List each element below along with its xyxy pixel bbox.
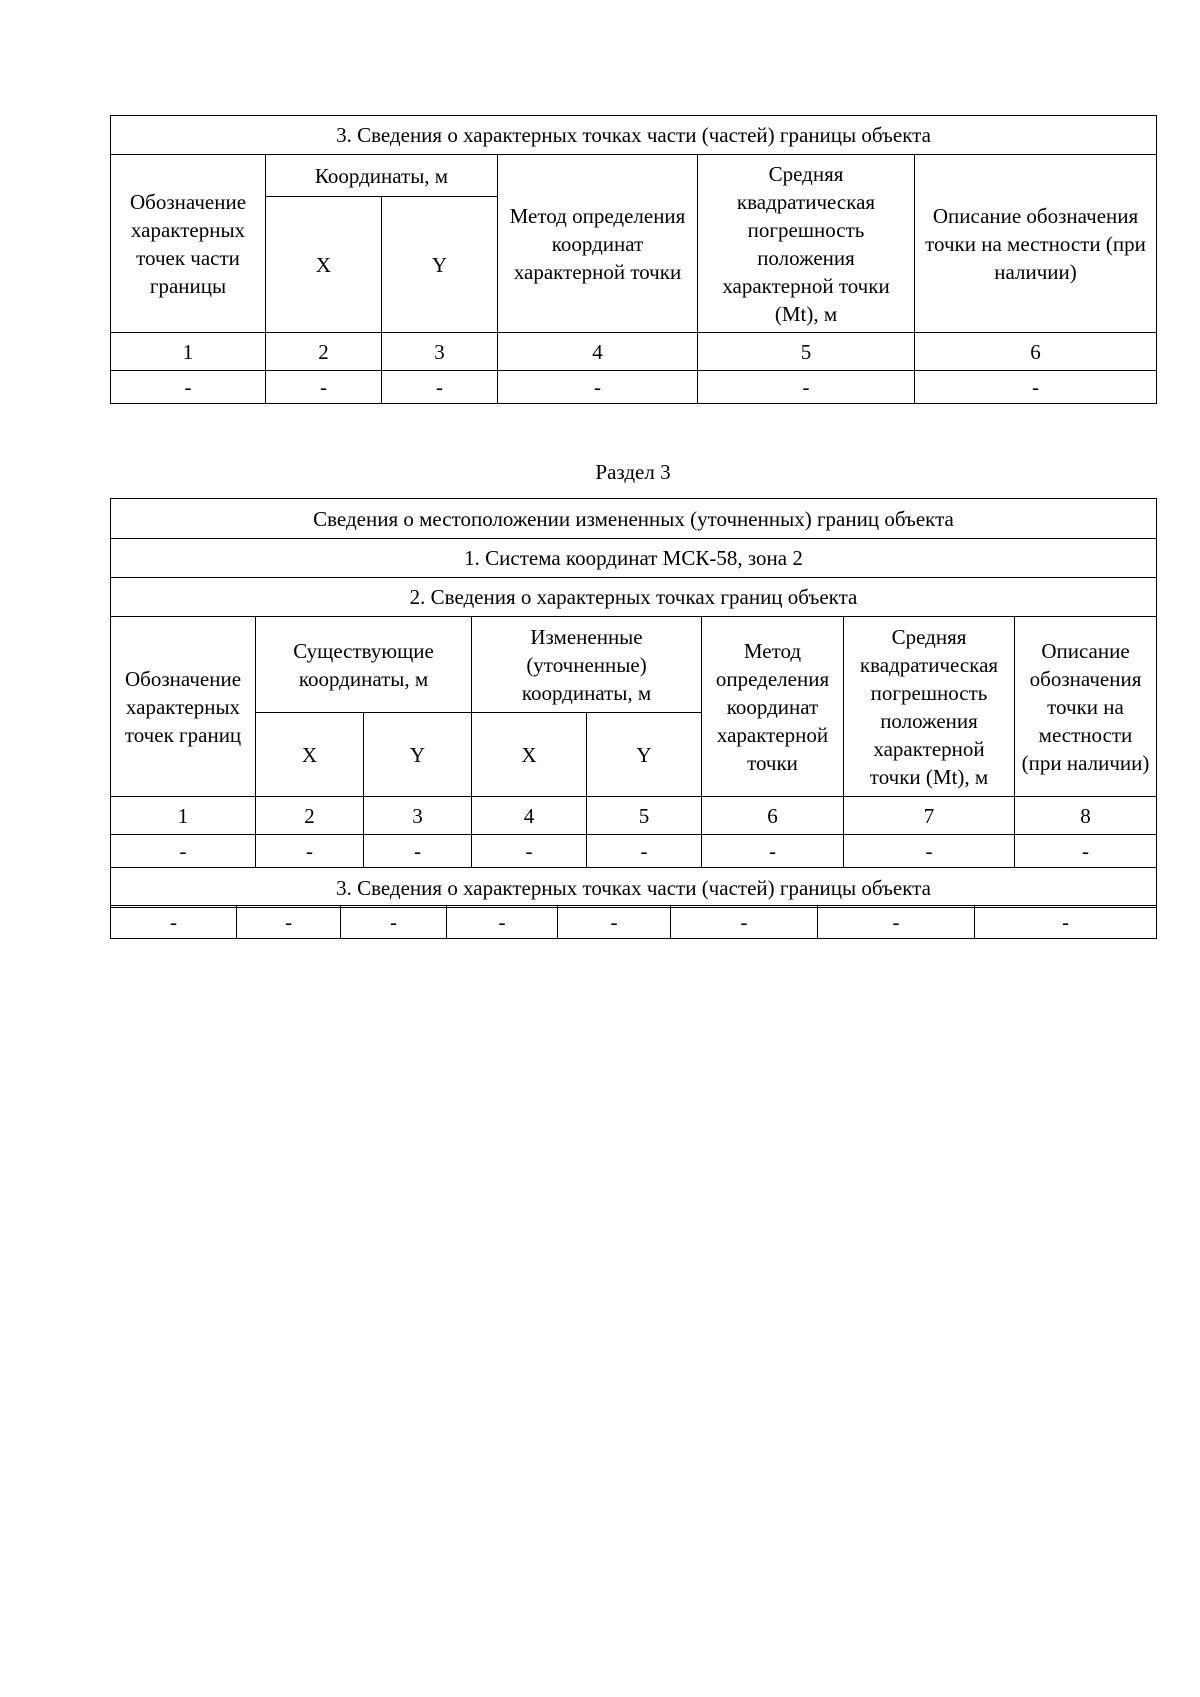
table-changed-boundaries <box>110 498 1157 908</box>
table-cell: - <box>975 906 1157 939</box>
table-part-boundary-points <box>110 115 1157 404</box>
header-designation: Обозначение характерных точек границ <box>111 617 256 797</box>
table-cell: - <box>671 906 818 939</box>
table-cell: - <box>702 835 844 868</box>
table-cell: - <box>1015 835 1157 868</box>
column-number: 7 <box>844 797 1015 835</box>
column-number: 5 <box>698 333 915 371</box>
column-number: 3 <box>364 797 472 835</box>
header-x: X <box>472 713 587 797</box>
parts-title: 3. Сведения о характерных точках части (частей) границы объекта <box>111 868 1157 908</box>
table-cell: - <box>364 835 472 868</box>
header-changed-coordinates: Измененные (уточненные) координаты, м <box>472 617 702 713</box>
table-cell: - <box>341 906 447 939</box>
header-method: Метод определения координат характерной точки <box>702 617 844 797</box>
column-number: 6 <box>915 333 1157 371</box>
table-cell: - <box>111 371 266 404</box>
column-number: 5 <box>587 797 702 835</box>
table-cell: - <box>844 835 1015 868</box>
table-cell: - <box>498 371 698 404</box>
header-y: Y <box>587 713 702 797</box>
table-cell: - <box>818 906 975 939</box>
header-coordinates: Координаты, м <box>266 155 498 197</box>
table-cell: - <box>111 906 237 939</box>
table-cell: - <box>558 906 671 939</box>
table-cell: - <box>111 835 256 868</box>
coordinate-system: 1. Система координат МСК-58, зона 2 <box>111 539 1157 578</box>
column-number: 1 <box>111 333 266 371</box>
column-number: 4 <box>498 333 698 371</box>
header-designation: Обозначение характерных точек части границы <box>111 155 266 333</box>
table-row <box>111 835 1157 868</box>
table-title: Сведения о местоположении измененных (уточненных) границ объекта <box>111 499 1157 539</box>
table-title: 3. Сведения о характерных точках части (частей) границы объекта <box>111 116 1157 155</box>
table-cell: - <box>915 371 1157 404</box>
column-number: 4 <box>472 797 587 835</box>
column-number: 3 <box>382 333 498 371</box>
table-parts-row <box>110 905 1157 939</box>
table-cell: - <box>256 835 364 868</box>
column-number: 6 <box>702 797 844 835</box>
header-description: Описание обозначения точки на местности (при наличии) <box>1015 617 1157 797</box>
table-row <box>111 371 1157 404</box>
table-cell: - <box>698 371 915 404</box>
table-cell: - <box>447 906 558 939</box>
table-subtitle: 2. Сведения о характерных точках границ объекта <box>111 578 1157 617</box>
header-y: Y <box>382 197 498 333</box>
header-method: Метод определения координат характерной точки <box>498 155 698 333</box>
header-error: Средняя квадратическая погрешность положения характерной точки (Mt), м <box>698 155 915 333</box>
column-number: 2 <box>266 333 382 371</box>
header-description: Описание обозначения точки на местности (при наличии) <box>915 155 1157 333</box>
header-x: X <box>266 197 382 333</box>
column-number: 1 <box>111 797 256 835</box>
table-cell: - <box>237 906 341 939</box>
table-cell: - <box>587 835 702 868</box>
section-title: Раздел 3 <box>595 460 671 484</box>
header-y: Y <box>364 713 472 797</box>
header-x: X <box>256 713 364 797</box>
column-number: 2 <box>256 797 364 835</box>
table-row <box>111 906 1157 939</box>
column-number: 8 <box>1015 797 1157 835</box>
table-cell: - <box>266 371 382 404</box>
table-cell: - <box>382 371 498 404</box>
table-cell: - <box>472 835 587 868</box>
header-error: Средняя квадратическая погрешность положения характерной точки (Mt), м <box>844 617 1015 797</box>
header-existing-coordinates: Существующие координаты, м <box>256 617 472 713</box>
